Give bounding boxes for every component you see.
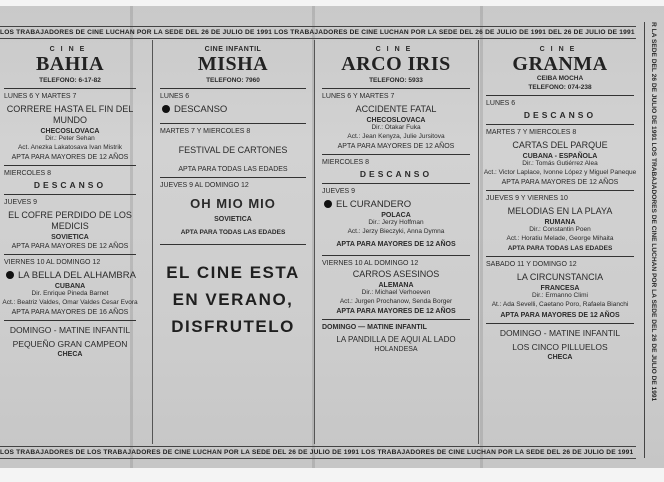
film-director: Dir.: Ermanno Climi <box>532 292 588 299</box>
film-country: CUBANA <box>54 283 86 290</box>
film-rating: APTA PARA MAYORES DE 12 AÑOS <box>336 308 456 315</box>
film-country: CHECA <box>57 351 83 358</box>
film-title: CORRERE HASTA EL FIN DEL MUNDO <box>6 104 134 125</box>
cinema-kicker: CINE <box>375 46 417 53</box>
cinema-phone: TELEFONO: 7960 <box>206 77 260 84</box>
film-country: ALEMANA <box>378 282 414 289</box>
film-rating: APTA PARA TODAS LAS EDADES <box>180 229 286 236</box>
cinema-name: MISHA <box>197 53 269 75</box>
divider <box>486 95 634 96</box>
cinema-phone: TELEFONO: 074-238 <box>528 84 592 91</box>
film-director: Dir. Enrique Pineda Barnet <box>31 290 109 297</box>
film-title: PEQUEÑO GRAN CAMPEON <box>12 339 128 349</box>
divider <box>4 165 136 166</box>
film-country: CHECOSLOVACA <box>40 128 100 135</box>
top-banner: LOS TRABAJADORES DE CINE LUCHAN POR LA SEDE DEL 26 DE JULIO DE 1991 LOS TRABAJADORES DE CINE LUCHAN POR LA SEDE DEL 26 DE JULIO DE 1991 DEL 26 DE JULIO DE 1991 <box>0 26 636 39</box>
schedule-day: MIERCOLES 8 <box>322 159 370 166</box>
film-country: SOVIETICA <box>214 216 252 223</box>
film-director: Dir.: Michael Verhoeven <box>361 289 431 296</box>
film-rating: APTA PARA TODAS LAS EDADES <box>178 166 288 173</box>
film-rating: APTA PARA TODAS LAS EDADES <box>507 245 613 252</box>
schedule-day: MARTES 7 Y MIERCOLES 8 <box>160 128 251 135</box>
cinema-kicker: CINE <box>539 46 581 53</box>
schedule-day: VIERNES 10 AL DOMINGO 12 <box>322 260 419 267</box>
schedule-day: DOMINGO - MATINE INFANTIL <box>499 328 621 338</box>
film-actors: At.: Ada Sevelli, Caetano Poro, Rafaela Bianchi <box>491 300 629 308</box>
film-title: FESTIVAL DE CARTONES <box>178 145 288 155</box>
cinema-location: CEIBA MOCHA <box>536 75 584 82</box>
schedule-day: JUEVES 9 AL DOMINGO 12 <box>160 182 249 189</box>
film-actors: Act.: Beatriz Valdes, Omar Valdes Cesar Evora <box>2 298 138 306</box>
film-title: DESCANSO <box>359 169 433 179</box>
film-title: CARROS ASESINOS <box>352 269 440 279</box>
schedule-day: LUNES 6 <box>486 100 516 107</box>
film-actors: Act.: Jerzy Bieczyki, Anna Dymna <box>347 227 445 235</box>
column-divider <box>478 40 479 444</box>
schedule-day: LUNES 6 Y MARTES 7 <box>322 93 395 100</box>
divider <box>160 123 306 124</box>
film-title: EL COFRE PERDIDO DE LOS MEDICIS <box>8 210 132 231</box>
film-title: EL CURANDERO <box>318 199 474 210</box>
divider <box>322 319 470 320</box>
film-title: ACCIDENTE FATAL <box>355 104 437 114</box>
divider <box>322 88 470 89</box>
cinema-phone: TELEFONO: 5933 <box>369 77 423 84</box>
film-country: CHECA <box>547 354 573 361</box>
cinema-name: ARCO IRIS <box>341 53 451 75</box>
bullet-icon <box>6 271 14 279</box>
cinema-granma <box>482 40 638 444</box>
film-rating: APTA PARA MAYORES DE 12 AÑOS <box>500 312 620 319</box>
divider <box>4 254 136 255</box>
cinema-misha <box>156 40 310 444</box>
film-title: OH MIO MIO <box>190 196 276 211</box>
schedule-day: SABADO 11 Y DOMINGO 12 <box>486 261 577 268</box>
divider <box>160 177 306 178</box>
cinema-bahia <box>0 40 140 444</box>
cinema-kicker: CINE INFANTIL <box>204 46 262 53</box>
film-title: LA BELLA DEL ALHAMBRA <box>0 270 140 281</box>
film-rating: APTA PARA MAYORES DE 12 AÑOS <box>336 241 456 248</box>
schedule-day: DOMINGO — MATINE INFANTIL <box>322 324 427 331</box>
film-country: HOLANDESA <box>374 346 418 353</box>
film-country: CHECOSLOVACA <box>366 117 426 124</box>
film-title: LA PANDILLA DE AQUI AL LADO <box>336 335 456 344</box>
divider <box>160 244 306 245</box>
schedule-day: JUEVES 9 Y VIERNES 10 <box>486 195 568 202</box>
film-title: LA CIRCUNSTANCIA <box>516 272 604 282</box>
cinema-phone: TELEFONO: 6-17-82 <box>39 77 101 84</box>
divider <box>486 124 634 125</box>
film-actors: Act.: Horatiu Melade, George Mihaita <box>506 234 614 242</box>
film-country: POLACA <box>381 212 411 219</box>
film-director: Dir.: Otakar Fuka <box>371 124 421 131</box>
film-title: CARTAS DEL PARQUE <box>512 140 608 150</box>
film-title: LOS CINCO PILLUELOS <box>512 342 608 352</box>
schedule-day: DOMINGO - MATINE INFANTIL <box>9 325 131 335</box>
schedule-day: LUNES 6 Y MARTES 7 <box>4 93 77 100</box>
bullet-icon <box>162 105 170 113</box>
column-divider <box>152 40 153 444</box>
divider <box>322 154 470 155</box>
film-actors: Act. Anezka Lakatosava Ivan Mistrik <box>17 143 123 151</box>
divider <box>4 194 136 195</box>
cinema-name: BAHIA <box>35 53 105 75</box>
film-director: Dir.: Jerzy Hoffman <box>368 219 424 226</box>
film-country: CUBANA - ESPAÑOLA <box>522 153 598 160</box>
divider <box>486 256 634 257</box>
divider <box>4 320 136 321</box>
film-title: DESCANSO <box>33 180 107 190</box>
divider <box>322 255 470 256</box>
cinema-kicker: CINE <box>49 46 91 53</box>
schedule-day: JUEVES 9 <box>322 188 356 195</box>
film-director: Dir.: Constantin Poen <box>529 226 591 233</box>
film-rating: APTA PARA MAYORES DE 12 AÑOS <box>11 154 129 161</box>
divider <box>160 88 306 89</box>
film-title: DESCANSO <box>156 104 310 115</box>
film-director: Dir.: Peter Sehan <box>45 135 95 142</box>
film-actors: Act.: Jurgen Prochanow, Senda Borger <box>339 297 453 305</box>
cinema-name: GRANMA <box>512 53 608 75</box>
column-divider <box>314 40 315 444</box>
film-rating: APTA PARA MAYORES DE 12 AÑOS <box>337 143 455 150</box>
side-banner: R LA SEDE DEL 26 DE JULIO DE 1991 LOS TRABAJADORES DE CINE LUCHAN POR LA SEDE DEL 26 DE JULIO DE 1991 <box>644 22 659 458</box>
film-title: DESCANSO <box>523 110 597 120</box>
cinema-arco-iris <box>318 40 474 444</box>
schedule-day: JUEVES 9 <box>4 199 38 206</box>
film-actors: Act.: Jean Kenyza, Julie Jursitova <box>347 132 445 140</box>
schedule-day: MARTES 7 Y MIERCOLES 8 <box>486 129 577 136</box>
film-actors: Act.: Victor Laplace, Ivonne López y Miguel Paneque <box>483 168 637 176</box>
film-country: RUMANA <box>544 219 576 226</box>
bottom-banner: LOS TRABAJADORES DE LOS TRABAJADORES DE CINE LUCHAN POR LA SEDE DEL 26 DE JULIO DE 1991 LOS TRABAJADORES DE CINE LUCHAN POR LA SEDE DEL 26 DE JULIO DE 1991 <box>0 446 636 459</box>
film-rating: APTA PARA MAYORES DE 16 AÑOS <box>11 309 129 316</box>
film-title: MELODIAS EN LA PLAYA <box>507 206 613 216</box>
bullet-icon <box>324 200 332 208</box>
film-country: SOVIETICA <box>51 234 89 241</box>
divider <box>322 183 470 184</box>
divider <box>486 190 634 191</box>
schedule-day: LUNES 6 <box>160 93 190 100</box>
schedule-day: MIERCOLES 8 <box>4 170 52 177</box>
film-rating: APTA PARA MAYORES DE 12 AÑOS <box>501 179 619 186</box>
schedule-day: VIERNES 10 AL DOMINGO 12 <box>4 259 101 266</box>
divider <box>486 323 634 324</box>
film-country: FRANCESA <box>540 285 580 292</box>
summer-slogan: EL CINE ESTA EN VERANO, DISFRUTELO <box>166 263 300 336</box>
film-rating: APTA PARA MAYORES DE 12 AÑOS <box>11 243 129 250</box>
film-director: Dir.: Tomás Gutiérrez Alea <box>522 160 598 167</box>
divider <box>4 88 136 89</box>
